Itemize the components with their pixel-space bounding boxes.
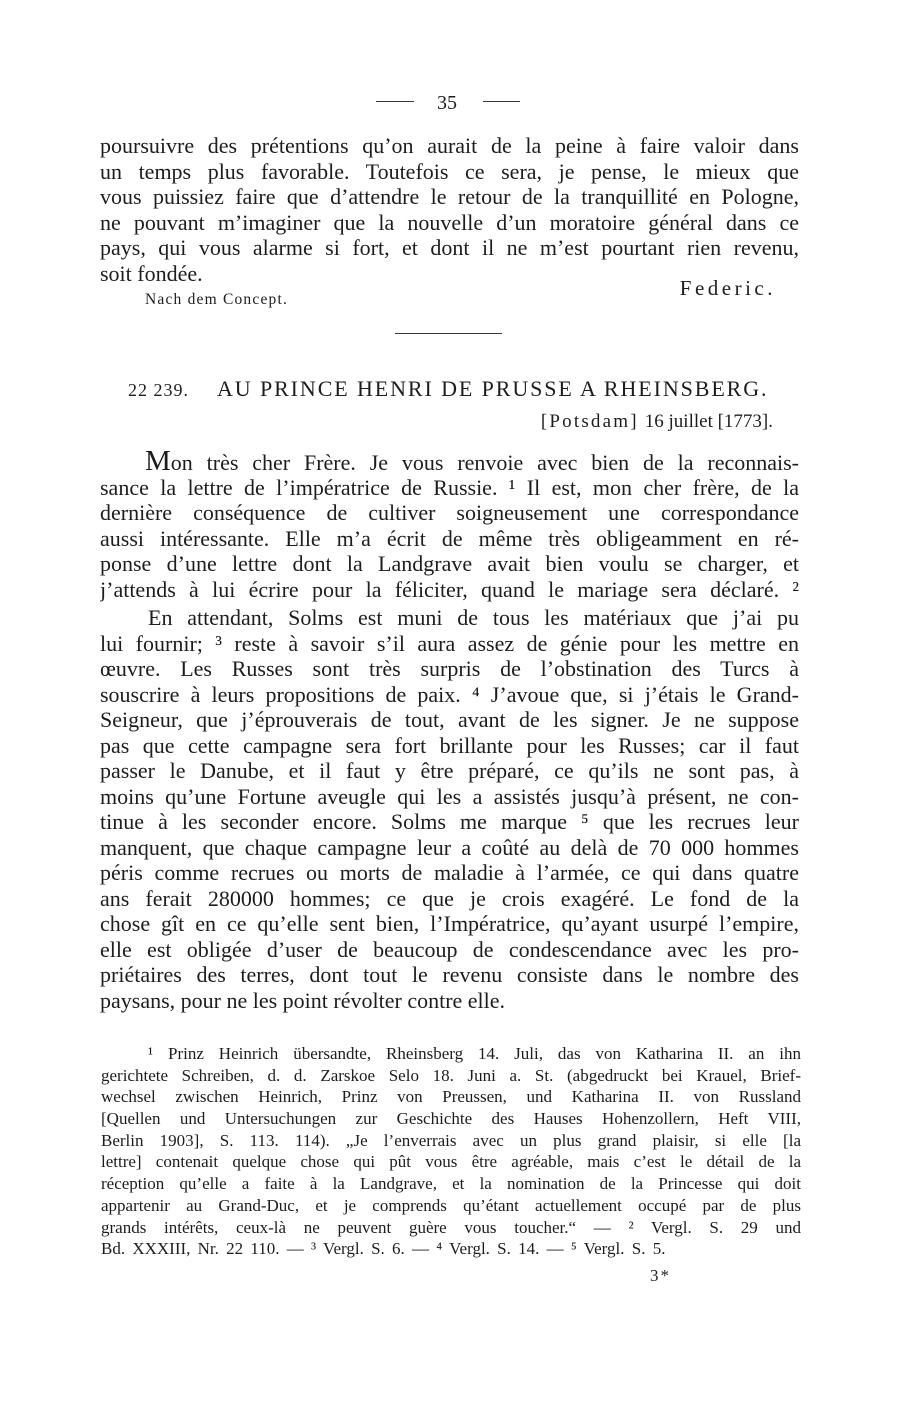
text-line: paysans, pour ne les point révolter contre elle. [100,987,506,1013]
text-line: j’attends à lui écrire pour la féliciter, quand le mariage sera déclaré. ² [100,576,799,602]
letter-heading: AU PRINCE HENRI DE PRUSSE A RHEINSBERG. [217,376,769,401]
text-line: Mon très cher Frère. Je vous renvoie avec bien de la reconnais- [145,449,799,475]
source-note: Nach dem Concept. [145,291,289,308]
text-line: tinue à les seconder encore. Solms me marque ⁵ que les recrues leur [100,809,799,834]
text-line: sance la lettre de l’impératrice de Russie. ¹ Il est, mon cher frère, de la [100,474,799,500]
letter-paragraph [100,449,799,602]
letter-paragraph [100,605,799,1013]
footnotes [101,1043,801,1260]
text-line: ponse d’une lettre dont la Landgrave avait bien voulu se charger, et [100,551,799,576]
footnote-line: Berlin 1903], S. 113. 114). „Je l’enverrais avec un plus grand plaisir, si elle [la [101,1130,801,1150]
text-line: ans ferait 280000 hommes; ce que je crois exagéré. Le fond de la [100,885,799,911]
text-line: ne pouvant m’imaginer que la nouvelle d’un moratoire général dans ce [100,209,799,235]
text-line: pays, qui vous alarme si fort, et dont il ne m’est pourtant rien revenu, [100,235,799,260]
text-line: vous puissiez faire que d’attendre le retour de la tranquillité en Pologne, [100,184,799,209]
footnote-line: Bd. XXXIII, Nr. 22 110. — ³ Vergl. S. 6. — ⁴ Vergl. S. 14. — ⁵ Vergl. S. 5. [101,1239,666,1259]
header-rule-left [376,101,414,102]
section-separator [395,333,502,334]
text-line: dernière conséquence de cultiver soigneusement une correspondance [100,500,799,525]
footnote-line: ¹ Prinz Heinrich übersandte, Rheinsberg 14. Juli, das von Katharina II. an ihn [148,1044,801,1063]
printer-signature-mark: 3* [650,1266,671,1285]
footnote-line: wechsel zwischen Heinrich, Prinz von Preussen, und Katharina II. von Russland [101,1087,801,1107]
letter-number: 22 239. [128,380,189,400]
dateline-place: [Potsdam] [540,411,639,432]
text-line: priétaires des terres, dont tout le revenu consiste dans le nombre des [100,962,799,987]
text-line: manquent, que chaque campagne leur a coûté au delà de 70 000 hommes [100,834,799,860]
text-line: pas que cette campagne sera fort brillante pour les Russes; car il faut [100,732,799,758]
footnote-line: [Quellen und Untersuchungen zur Geschichte des Hauses Hohenzollern, Heft VIII, [101,1109,801,1129]
page-number: 35 [437,92,457,114]
footnote-line: grands intérêts, ceux-là ne peuvent guère vous toucher.“ — ² Vergl. S. 29 und [101,1217,801,1237]
text-line: aussi intéressante. Elle m’a écrit de même très obligeamment en ré- [100,525,799,551]
header-rule-right [483,101,520,102]
letter-dateline [541,410,773,434]
dateline-date: 16 juillet [1773]. [644,411,773,432]
text-line: souscrire à leurs propositions de paix. ⁴ J’avoue que, si j’étais le Grand- [100,681,799,707]
text-line: En attendant, Solms est muni de tous les matériaux que j’ai pu [148,605,799,630]
text-line: moins qu’une Fortune aveugle qui les a assistés jusqu’à présent, ne con- [100,783,799,809]
footnote-line: appartenir au Grand-Duc, et je comprends qu’étant actuellement occupé par de plus [101,1195,801,1215]
text-line: poursuivre des prétentions qu’on aurait de la peine à faire valoir dans [100,133,799,158]
text-line: passer le Danube, et il faut y être préparé, ce qu’ils ne sont pas, à [100,758,799,783]
text-line: œuvre. Les Russes sont très surpris de l’obstination des Turcs à [100,656,799,681]
text-line: chose gît en ce qu’elle sent bien, l’Impératrice, qu’ayant usurpé l’empire, [100,911,799,936]
text-line: lui fournir; ³ reste à savoir s’il aura assez de génie pour les mettre en [100,630,799,656]
footnote-line: lettre] contenait quelque chose qui pût vous être agréable, mais c’est le détail de la [101,1152,801,1172]
footnote-line: réception qu’elle a faite à la Landgrave, et la nomination de la Princesse qui doit [101,1174,801,1194]
text-line: soit fondée. [100,260,203,286]
text-line: Seigneur, que j’éprouverais de tout, avant de les signer. Je ne suppose [100,707,799,732]
letter-signature: Federic. [679,276,776,300]
text-line: péris comme recrues ou morts de maladie à l’armée, ce qui dans quatre [100,860,799,885]
footnote-line: gerichtete Schreiben, d. d. Zarskoe Selo 18. Juni a. St. (abgedruckt bei Krauel, Brief- [101,1065,801,1085]
text-line: elle est obligée d’user de beaucoup de condescendance avec les pro- [100,936,799,962]
text-line: un temps plus favorable. Toutefois ce sera, je pense, le mieux que [100,158,799,184]
previous-letter-body [100,133,799,286]
